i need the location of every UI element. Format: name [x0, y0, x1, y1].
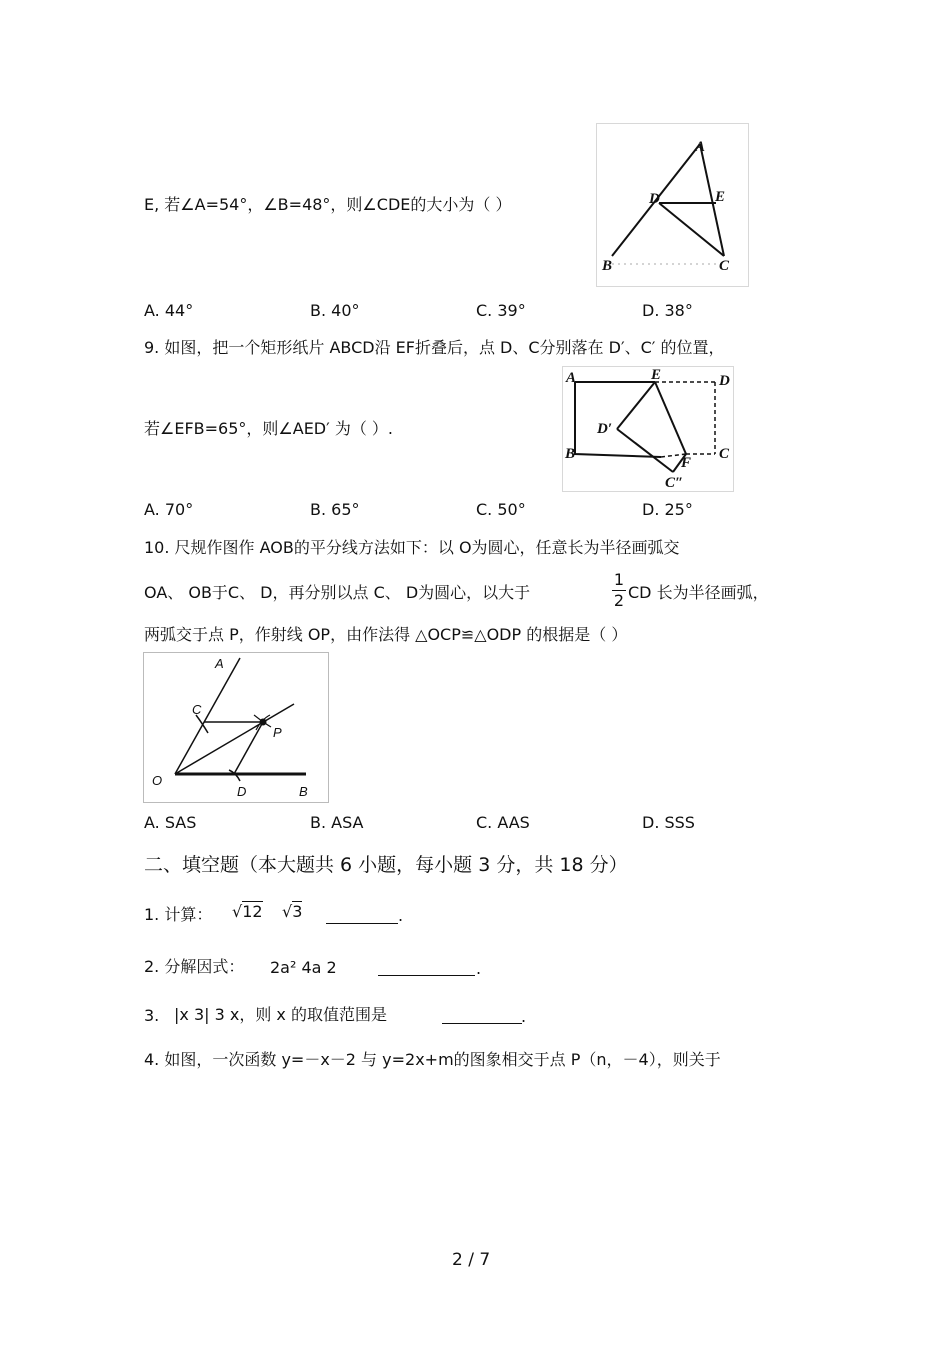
q10-question-line1: 10. 尺规作图作 AOB的平分线方法如下：以 O为圆心，任意长为半径画弧交	[144, 538, 680, 557]
sqrt-icon: √	[282, 902, 293, 921]
q8-option-b: B. 40°	[310, 301, 360, 320]
q9-fold-figure	[562, 366, 734, 492]
fill-q1-period: .	[398, 906, 404, 925]
section2-title: 二、填空题（本大题共 6 小题，每小题 3 分，共 18 分）	[144, 854, 628, 876]
q10-label-d: D	[237, 784, 247, 799]
q9-label-d-prime: D′	[597, 421, 613, 437]
q10-option-d: D. SSS	[642, 813, 695, 832]
q10-label-a: A	[215, 656, 224, 671]
q9-fold-svg	[563, 367, 733, 491]
q9-label-d: D	[719, 373, 730, 389]
fill-q1-prefix: 1. 计算：	[144, 905, 213, 924]
q10-fraction-numerator: 1	[613, 570, 625, 589]
fill-q3-answer-blank	[442, 1023, 522, 1024]
q8-label-c: C	[719, 258, 730, 274]
q8-label-d: D	[649, 191, 660, 207]
q9-label-a: A	[566, 370, 577, 386]
q8-label-a: A	[695, 139, 706, 155]
fill-q1-radicand-b: 3	[292, 902, 303, 921]
q10-label-b: B	[299, 784, 308, 799]
fill-q1-answer-blank	[326, 923, 398, 924]
q10-question-line2b: CD 长为半径画弧，	[628, 583, 769, 602]
page-number: 2 / 7	[452, 1250, 491, 1270]
sqrt-icon: √	[232, 902, 243, 921]
fill-q3-expression: |x 3| 3 x，则 x 的取值范围是	[174, 1005, 387, 1024]
fill-q4-line: 4. 如图，一次函数 y=－x－2 与 y=2x+m的图象相交于点 P（n，－4），则关于	[144, 1050, 721, 1069]
q8-label-e: E	[715, 189, 726, 205]
fill-q1-radicand-a: 12	[242, 902, 263, 921]
q10-question-line2a: OA、 OB于C、 D，再分别以点 C、 D为圆心，以大于	[144, 583, 531, 602]
fill-q3-prefix: 3.	[144, 1006, 160, 1025]
fill-q3-period: .	[521, 1007, 527, 1026]
q8-option-d: D. 38°	[642, 301, 693, 320]
q8-option-a: A. 44°	[144, 301, 194, 320]
q10-question-line3: 两弧交于点 P，作射线 OP，由作法得 △OCP≌△ODP 的根据是（ ）	[144, 625, 628, 644]
q9-label-f: F	[681, 455, 692, 471]
q10-label-o: O	[152, 773, 163, 788]
fill-q2-expression: 2a² 4a 2	[270, 958, 337, 977]
q9-label-e: E	[651, 367, 662, 383]
fill-q2-period: .	[476, 959, 482, 978]
q8-question-line: E, 若∠A=54°，∠B=48°，则∠CDE的大小为（ ）	[144, 195, 512, 214]
q9-label-c-prime: C″	[665, 475, 684, 491]
q9-option-d: D. 25°	[642, 500, 693, 519]
q10-label-p: P	[273, 725, 282, 740]
q9-option-c: C. 50°	[476, 500, 526, 519]
q10-option-a: A. SAS	[144, 813, 197, 832]
q10-bisector-figure	[143, 652, 329, 803]
q9-question-line1: 9. 如图，把一个矩形纸片 ABCD沿 EF折叠后，点 D、C分别落在 D′、C′ 的位置，	[144, 338, 725, 357]
q10-label-c: C	[192, 702, 202, 717]
q9-question-line2: 若∠EFB=65°，则∠AED′ 为（ ）.	[144, 419, 394, 438]
fill-q1-sqrt-a	[232, 902, 263, 921]
q10-option-b: B. ASA	[310, 813, 364, 832]
q8-triangle-svg	[597, 124, 748, 286]
q9-option-b: B. 65°	[310, 500, 360, 519]
q8-option-c: C. 39°	[476, 301, 526, 320]
q8-triangle-figure	[596, 123, 749, 287]
fill-q2-answer-blank	[378, 975, 475, 976]
q9-option-a: A. 70°	[144, 500, 194, 519]
q10-fraction-denominator: 2	[613, 591, 625, 610]
q10-option-c: C. AAS	[476, 813, 530, 832]
fill-q1-sqrt-b	[282, 902, 302, 921]
fill-q2-prefix: 2. 分解因式：	[144, 957, 245, 976]
q8-label-b: B	[602, 258, 613, 274]
q9-label-b: B	[565, 446, 576, 462]
q10-bisector-svg	[144, 653, 328, 802]
q9-label-c: C	[719, 446, 730, 462]
